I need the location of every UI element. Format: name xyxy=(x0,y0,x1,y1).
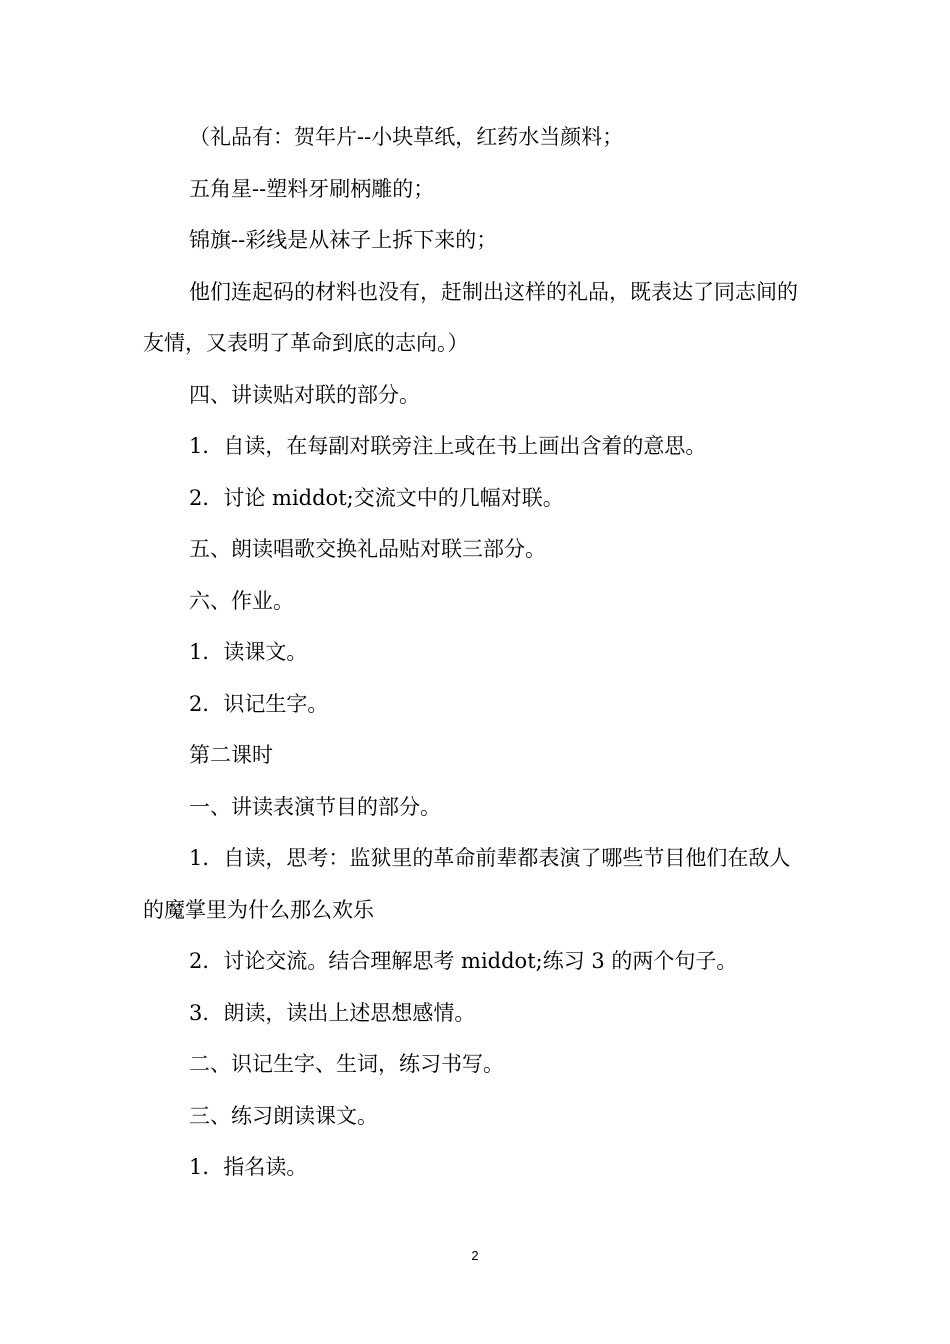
paragraph: 六、作业。 xyxy=(189,588,294,613)
paragraph: 四、讲读贴对联的部分。 xyxy=(189,382,420,407)
paragraph: 锦旗--彩线是从袜子上拆下来的； xyxy=(189,228,498,252)
paragraph: 1．指名读。 xyxy=(189,1155,308,1179)
document-body xyxy=(143,112,807,1194)
section-heading: 第二课时 xyxy=(189,743,273,767)
paragraph: 1．自读，思考：监狱里的革命前辈都表演了哪些节目他们在敌人的魔掌里为什么那么欢乐 xyxy=(143,846,791,922)
paragraph: 3．朗读，读出上述思想感情。 xyxy=(189,1000,476,1025)
paragraph: 五角星--塑料牙刷柄雕的； xyxy=(189,176,435,201)
paragraph: 三、练习朗读课文。 xyxy=(189,1103,378,1128)
paragraph: 五、朗读唱歌交换礼品贴对联三部分。 xyxy=(189,537,546,561)
paragraph: （礼品有：贺年片--小块草纸，红药水当颜料； xyxy=(189,125,624,149)
paragraph: 2．讨论交流。结合理解思考 middot;练习 3 的两个句子。 xyxy=(189,949,738,973)
paragraph: 一、讲读表演节目的部分。 xyxy=(189,794,441,819)
paragraph: 他们连起码的材料也没有，赶制出这样的礼品，既表达了同志间的友情，又表明了革命到底的志向。） xyxy=(143,279,798,355)
paragraph: 2．识记生字。 xyxy=(189,691,329,716)
paragraph: 二、识记生字、生词，练习书写。 xyxy=(189,1052,504,1076)
paragraph: 2．讨论 middot;交流文中的几幅对联。 xyxy=(189,485,564,510)
page-number: 2 xyxy=(471,1248,479,1263)
paragraph: 1．自读，在每副对联旁注上或在书上画出含着的意思。 xyxy=(189,434,707,458)
paragraph: 1．读课文。 xyxy=(189,640,308,664)
